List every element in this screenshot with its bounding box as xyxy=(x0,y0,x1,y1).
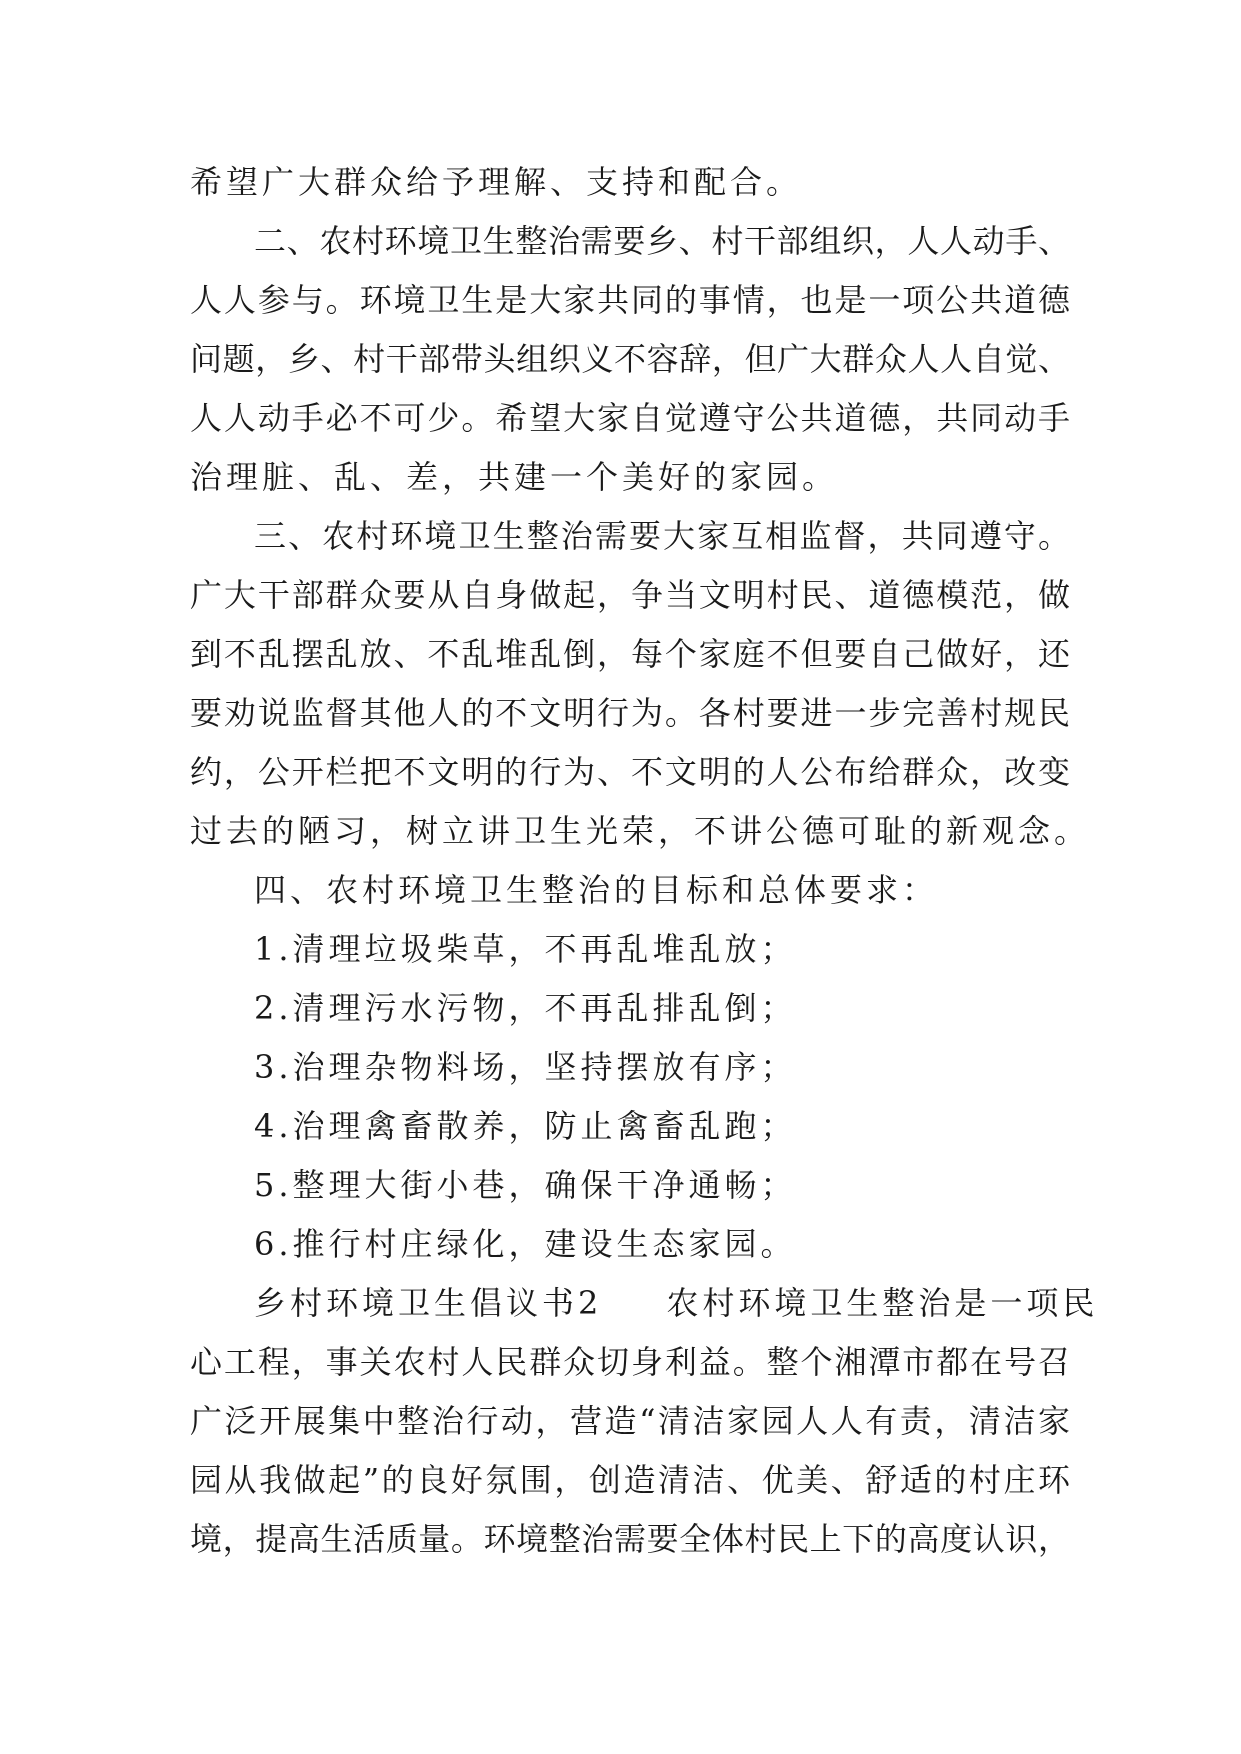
text-line: 要劝说监督其他人的不文明行为。各村要进一步完善村规民 xyxy=(190,694,1070,732)
text-line: 人人参与。环境卫生是大家共同的事情，也是一项公共道德 xyxy=(190,281,1070,319)
document-body xyxy=(190,153,1099,1569)
text-line: 过去的陋习，树立讲卫生光荣，不讲公德可耻的新观念。 xyxy=(190,812,1091,850)
text-line: 园从我做起”的良好氛围，创造清洁、优美、舒适的村庄环 xyxy=(190,1461,1070,1499)
text-line: 人人动手必不可少。希望大家自觉遵守公共道德，共同动手 xyxy=(190,399,1070,437)
paragraph-start: 三、农村环境卫生整治需要大家互相监督，共同遵守。 xyxy=(254,517,1070,555)
text-line: 广泛开展集中整治行动，营造“清洁家园人人有责，清洁家 xyxy=(190,1402,1070,1440)
text-line: 境，提高生活质量。环境整治需要全体村民上下的高度认识， xyxy=(190,1520,1070,1558)
list-item: 1.清理垃圾柴草，不再乱堆乱放； xyxy=(254,930,797,968)
text-line: 心工程，事关农村人民群众切身利益。整个湘潭市都在号召 xyxy=(190,1343,1070,1381)
paragraph-start: 四、农村环境卫生整治的目标和总体要求： xyxy=(254,871,939,909)
list-item: 5.整理大街小巷，确保干净通畅； xyxy=(254,1166,797,1204)
text-line: 广大干部群众要从自身做起，争当文明村民、道德模范，做 xyxy=(190,576,1070,614)
paragraph-start: 二、农村环境卫生整治需要乡、村干部组织，人人动手、 xyxy=(254,222,1070,260)
text-line: 到不乱摆乱放、不乱堆乱倒，每个家庭不但要自己做好，还 xyxy=(190,635,1070,673)
list-item: 2.清理污水污物，不再乱排乱倒； xyxy=(254,989,797,1027)
section-heading: 乡村环境卫生倡议书2 xyxy=(254,1284,603,1322)
section-heading-line xyxy=(190,1274,1099,1333)
text-line: 农村环境卫生整治是一项民 xyxy=(666,1284,1099,1322)
text-line: 希望广大群众给予理解、支持和配合。 xyxy=(190,163,803,201)
text-line: 治理脏、乱、差，共建一个美好的家园。 xyxy=(190,458,839,496)
text-line: 问题，乡、村干部带头组织义不容辞，但广大群众人人自觉、 xyxy=(190,340,1070,378)
list-item: 4.治理禽畜散养，防止禽畜乱跑； xyxy=(254,1107,797,1145)
text-line: 约，公开栏把不文明的行为、不文明的人公布给群众，改变 xyxy=(190,753,1070,791)
list-item: 3.治理杂物料场，坚持摆放有序； xyxy=(254,1048,797,1086)
list-item: 6.推行村庄绿化，建设生态家园。 xyxy=(254,1225,797,1263)
